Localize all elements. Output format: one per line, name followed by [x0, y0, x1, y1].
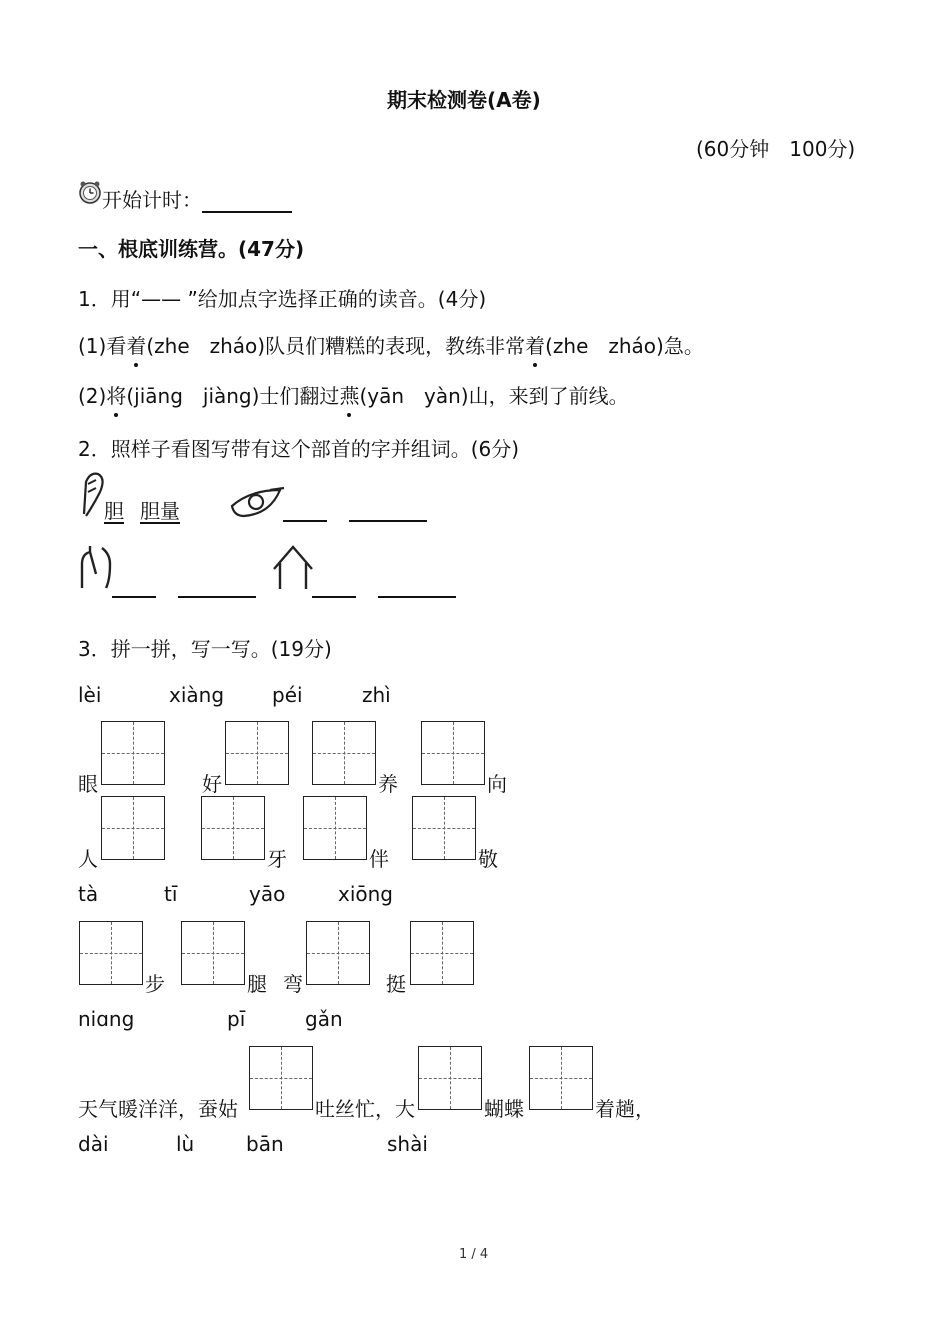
given-char: 挺 — [386, 972, 406, 996]
roof-char-blank[interactable] — [312, 574, 356, 598]
pinyin: zhì — [362, 683, 391, 707]
pinyin: lù — [176, 1132, 195, 1156]
section-heading: 一、根底训练营。(47分) — [78, 237, 305, 261]
eye-char-blank[interactable] — [283, 498, 327, 522]
eye-radical-icon — [230, 486, 286, 520]
q1-prompt: 1．用“—— ”给加点字选择正确的读音。(4分) — [78, 287, 487, 311]
writing-box[interactable] — [421, 721, 485, 785]
writing-box[interactable] — [201, 796, 265, 860]
roof-radical-icon — [272, 543, 314, 591]
writing-box[interactable] — [312, 721, 376, 785]
sentence-part: 天气暖洋洋，蚕姑 — [78, 1097, 238, 1121]
pinyin: péi — [272, 683, 303, 707]
pinyin: bān — [246, 1132, 284, 1156]
time-info: (60分钟 100分) — [696, 137, 856, 161]
given-char: 眼 — [78, 772, 98, 796]
roof-word-blank[interactable] — [378, 574, 456, 598]
hill-radical-icon — [78, 544, 114, 590]
q1-sentence-2: (2)将(jiāng jiàng)士们翻过燕(yān yàn)山，来到了前线。 — [78, 380, 629, 409]
pinyin: lèi — [78, 683, 102, 707]
writing-box[interactable] — [79, 921, 143, 985]
writing-box[interactable] — [249, 1046, 313, 1110]
given-char: 弯 — [283, 972, 303, 996]
page-title: 期末检测卷(A卷) — [387, 88, 541, 112]
pinyin: niɑng — [78, 1007, 135, 1031]
writing-box[interactable] — [303, 796, 367, 860]
given-char: 步 — [145, 972, 165, 996]
given-char: 人 — [78, 847, 98, 871]
q3-prompt: 3．拼一拼，写一写。(19分) — [78, 637, 332, 661]
hill-answer-blanks — [112, 574, 256, 598]
sentence-part: 着趟， — [595, 1097, 655, 1121]
pinyin: yāo — [249, 882, 286, 906]
example-word: 胆量 — [140, 499, 180, 523]
writing-box[interactable] — [181, 921, 245, 985]
sentence-part: 吐丝忙，大 — [315, 1097, 415, 1121]
writing-box[interactable] — [529, 1046, 593, 1110]
pinyin: xiōng — [338, 882, 393, 906]
given-char: 牙 — [267, 847, 287, 871]
pinyin: tà — [78, 882, 99, 906]
given-char: 敬 — [478, 847, 498, 871]
pinyin: xiàng — [169, 683, 225, 707]
roof-answer-blanks — [312, 574, 456, 598]
given-char: 好 — [202, 772, 222, 796]
pinyin: dài — [78, 1132, 109, 1156]
writing-box[interactable] — [101, 796, 165, 860]
eye-answer-blanks — [283, 498, 427, 522]
pinyin: shài — [387, 1132, 428, 1156]
hill-word-blank[interactable] — [178, 574, 256, 598]
writing-box[interactable] — [418, 1046, 482, 1110]
start-time-blank[interactable] — [202, 189, 292, 213]
given-char: 向 — [487, 772, 507, 796]
q2-prompt: 2．照样子看图写带有这个部首的字并组词。(6分) — [78, 437, 520, 461]
writing-box[interactable] — [225, 721, 289, 785]
q1-sentence-1: (1)看着(zhe zháo)队员们糟糕的表现，教练非常着(zhe zháo)急。 — [78, 330, 704, 359]
given-char: 腿 — [247, 972, 267, 996]
given-char: 养 — [378, 772, 398, 796]
given-char: 伴 — [369, 847, 389, 871]
writing-box[interactable] — [101, 721, 165, 785]
clock-icon — [78, 180, 102, 206]
pinyin: tī — [164, 882, 178, 906]
pinyin: gǎn — [305, 1007, 343, 1031]
sentence-part: 蝴蝶 — [484, 1097, 524, 1121]
eye-word-blank[interactable] — [349, 498, 427, 522]
start-timer-label: 开始计时： — [102, 184, 292, 213]
writing-box[interactable] — [306, 921, 370, 985]
example-char: 胆 — [104, 499, 124, 523]
hill-char-blank[interactable] — [112, 574, 156, 598]
pinyin: pī — [227, 1007, 246, 1031]
writing-box[interactable] — [412, 796, 476, 860]
writing-box[interactable] — [410, 921, 474, 985]
page-number: 1 / 4 — [459, 1247, 489, 1262]
